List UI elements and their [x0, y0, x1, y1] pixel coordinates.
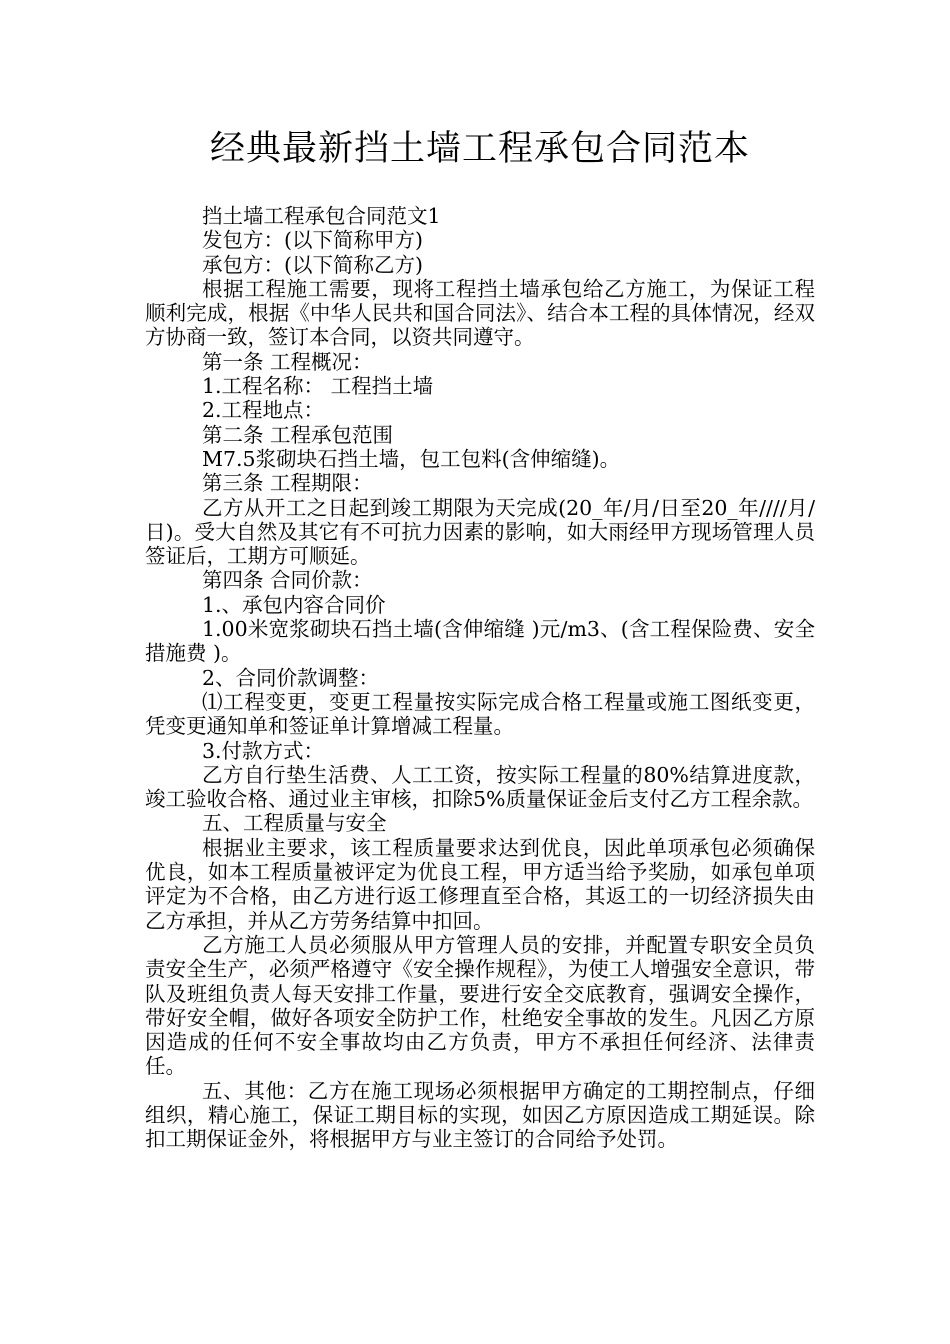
- paragraph-payment-heading: 3.付款方式：: [202, 738, 325, 763]
- paragraph-article-4: 第四条 合同价款：: [202, 568, 373, 593]
- paragraph-scope: M7.5浆砌块石挡土墙，包工包料(含伸缩缝)。: [202, 446, 621, 471]
- paragraph-article-3: 第三条 工程期限：: [202, 471, 373, 496]
- paragraph-preamble: 根据工程施工需要，现将工程挡土墙承包给乙方施工，为保证工程顺利完成，根据《中华人民共和国合同法》、结合本工程的具体情况，经双方协商一致，签订本合同，以资共同遵守。: [145, 276, 815, 350]
- paragraph-other: 五、其他：乙方在施工现场必须根据甲方确定的工期控制点，仔细组织，精心施工，保证工期目标的实现，如因乙方原因造成工期延误。除扣工期保证金外，将根据甲方与业主签订的合同给予处罚。: [145, 1078, 815, 1152]
- paragraph-party-a: 发包方：(以下简称甲方): [202, 228, 423, 253]
- paragraph-payment: 乙方自行垫生活费、人工工资，按实际工程量的80%结算进度款，竣工验收合格、通过业主审核，扣除5%质量保证金后支付乙方工程余款。: [145, 762, 815, 812]
- paragraph-price-2: 2、合同价款调整：: [202, 665, 380, 690]
- paragraph-safety: 乙方施工人员必须服从甲方管理人员的安排，并配置专职安全员负责安全生产，必须严格遵守《安全操作规程》，为使工人增强安全意识，带队及班组负责人每天安排工作量，要进行安全交底教育，强调安全操作，带好安全帽，做好各项安全防护工作，杜绝安全事故的发生。凡因乙方原因造成的任何不安全事故均由乙方负责，甲方不承担任何经济、法律责任。: [145, 932, 815, 1079]
- document-title: 经典最新挡土墙工程承包合同范本: [209, 129, 750, 169]
- paragraph-quality-heading: 五、工程质量与安全: [202, 811, 387, 836]
- paragraph-party-b: 承包方：(以下简称乙方): [202, 252, 423, 277]
- paragraph-article-2: 第二条 工程承包范围: [202, 422, 394, 447]
- paragraph-price-change: ⑴工程变更，变更工程量按实际完成合格工程量或施工图纸变更，凭变更通知单和签证单计算增减工程量。: [145, 689, 815, 739]
- document-body: [145, 204, 815, 1152]
- paragraph-price-detail: 1.00米宽浆砌块石挡土墙(含伸缩缝 )元/m3、(含工程保险费、安全措施费 )。: [145, 617, 815, 666]
- paragraph-project-name: 1.工程名称： 工程挡土墙: [202, 374, 434, 399]
- paragraph-heading: 挡土墙工程承包合同范文1: [202, 204, 441, 228]
- paragraph-price-1: 1.、承包内容合同价: [202, 592, 386, 617]
- paragraph-quality: 根据业主要求，该工程质量要求达到优良，因此单项承包必须确保优良，如本工程质量被评定为优良工程，甲方适当给予奖励，如承包单项评定为不合格，由乙方进行返工修理直至合格，其返工的一切经济损失由乙方承担，并从乙方劳务结算中扣回。: [145, 835, 815, 933]
- paragraph-article-1: 第一条 工程概况：: [202, 349, 373, 374]
- paragraph-schedule: 乙方从开工之日起到竣工期限为天完成(20_年/月/日至20_年////月/日)。受大自然及其它有不可抗力因素的影响，如大雨经甲方现场管理人员签证后，工期方可顺延。: [145, 495, 815, 569]
- paragraph-project-location: 2.工程地点：: [202, 398, 325, 423]
